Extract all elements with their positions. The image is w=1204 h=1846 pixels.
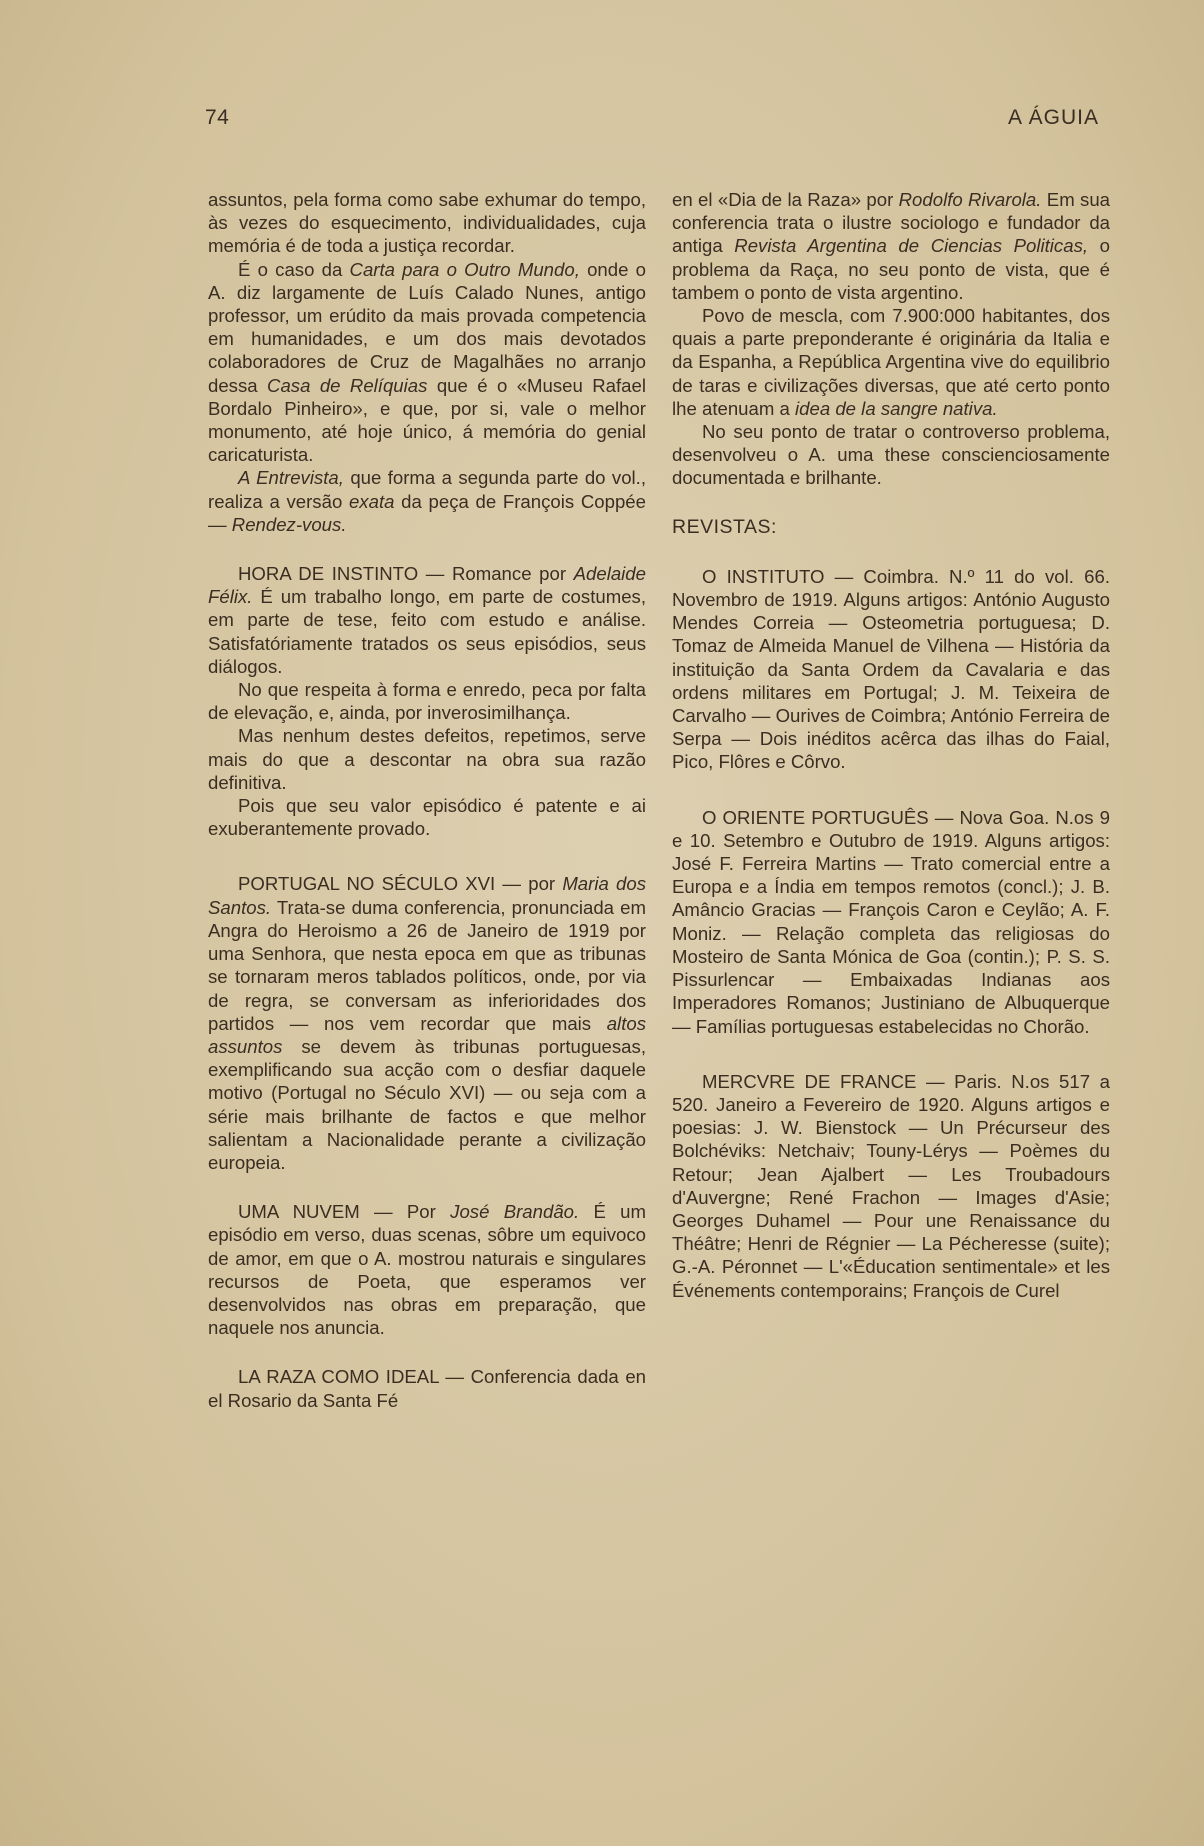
paragraph <box>672 304 1110 420</box>
italic-text: Rodolfo Rivarola. <box>898 189 1042 210</box>
text-run: Em sua conferencia trata o ilustre sociologo e fundador da antiga <box>672 189 1111 257</box>
italic-text: Rendez-vous. <box>231 513 347 535</box>
italic-text: José Brandão. <box>450 1201 580 1223</box>
text-run: o problema da Raça, no seu ponto de vista, que é tambem o ponto de vista argentino. <box>672 235 1111 303</box>
text-run: da peça de François Coppée — <box>208 490 646 535</box>
paragraph <box>208 188 646 258</box>
text-run: LA RAZA COMO IDEAL — Conferencia dada en el Rosario da Santa Fé <box>208 1366 646 1411</box>
section-heading <box>672 516 1110 539</box>
italic-text: Revista Argentina de Ciencias Politicas, <box>734 235 1089 257</box>
right-column <box>672 188 1110 1302</box>
italic-text: altos assuntos <box>208 1012 646 1057</box>
running-head: A ÁGUIA <box>1007 106 1099 129</box>
paragraph <box>208 466 646 536</box>
paragraph <box>672 1070 1110 1302</box>
italic-text: idea de la sangre nativa. <box>795 397 998 419</box>
paragraph <box>208 678 646 724</box>
paragraph <box>208 1200 646 1339</box>
paragraph <box>672 565 1110 774</box>
text-run: UMA NUVEM — Por <box>238 1201 451 1223</box>
text-run: PORTUGAL NO SÉCULO XVI — por <box>238 873 563 895</box>
text-run: onde o A. diz largamente de Luís Calado Nunes, antigo professor, um erúdito da mais provada competencia em humanidades, e um dos mais devotados colaboradores de Cruz de Magalhães no arranjo dessa <box>208 258 646 396</box>
text-run: É um episódio em verso, duas scenas, sôbre um equivoco de amor, em que o A. mostrou naturais e singulares recursos de Poeta, que esperamos ver desenvolvidos nas obras em preparação, que naquele nos anuncia. <box>208 1201 646 1339</box>
text-run: Trata-se duma conferencia, pronunciada em Angra do Heroismo a 26 de Janeiro de 1919 por uma Senhora, que nesta epoca em que as tribunas se tornaram meros tablados políticos, onde, por via de regra, se conversam as inferioridades dos partidos — nos vem recordar que mais <box>208 896 646 1034</box>
text-run: HORA DE INSTINTO — Romance por <box>238 563 574 585</box>
italic-text: Carta para o Outro Mundo, <box>349 258 580 280</box>
text-run: Mas nenhum destes defeitos, repetimos, serve mais do que a descontar na obra sua razão definitiva. <box>208 725 646 793</box>
text-run: É o caso da <box>238 258 350 280</box>
paragraph <box>672 188 1110 304</box>
text-run: assuntos, pela forma como sabe exhumar do tempo, às vezes do esquecimento, individualidades, cuja memória é de toda a justiça recordar. <box>208 189 646 257</box>
paragraph <box>208 794 646 840</box>
left-column <box>208 188 646 1412</box>
italic-text: A Entrevista, <box>238 467 344 489</box>
italic-text: Maria dos Santos. <box>208 873 646 918</box>
text-run: É um trabalho longo, em parte de costumes, em parte de tese, feito com estudo e análise. Satisfatóriamente tratados os seus episódios, seus diálogos. <box>208 586 646 677</box>
italic-text: Adelaide Félix. <box>208 563 646 608</box>
text-run: No seu ponto de tratar o controverso problema, desenvolveu o A. uma these conscienciosamente documentada e brilhante. <box>672 421 1110 489</box>
paragraph <box>672 420 1110 490</box>
italic-text: exata <box>348 490 395 512</box>
italic-text: Casa de Relíquias <box>267 374 428 396</box>
text-run: No que respeita à forma e enredo, peca por falta de elevação, e, ainda, por inverosimilhança. <box>208 679 646 724</box>
text-run: REVISTAS: <box>672 515 777 538</box>
paragraph <box>208 872 646 1174</box>
text-run: se devem às tribunas portuguesas, exemplificando sua acção com o desfiar daquele motivo (Portugal no Século XVI) — ou seja com a série mais brilhante de factos e que melhor salientam a Nacionalidade perante a civilização europeia. <box>208 1035 646 1173</box>
text-run: O INSTITUTO — Coimbra. N.º 11 do vol. 66. Novembro de 1919. Alguns artigos: António Augusto Mendes Correia — Osteometria portuguesa; D. Tomaz de Almeida Manuel de Vilhena — História da instituição da Santa Ordem da Cavalaria e das ordens militares em Portugal; J. M. Teixeira de Carvalho — Ourives de Coimbra; António Ferreira de Serpa — Dois inéditos acêrca das ilhas do Faial, Pico, Flôres e Côrvo. <box>672 565 1110 773</box>
text-run: Povo de mescla, com 7.900:000 habitantes, dos quais a parte preponderante é originária da Italia e da Espanha, a República Argentina vive do equilibrio de taras e civilizações diversas, que até certo ponto lhe atenuam a <box>672 305 1110 419</box>
paragraph <box>208 562 646 678</box>
paragraph <box>208 724 646 794</box>
text-run: Pois que seu valor episódico é patente e ai exuberantemente provado. <box>208 795 646 840</box>
text-run: MERCVRE DE FRANCE — Paris. N.os 517 a 520. Janeiro a Fevereiro de 1920. Alguns artigos e poesias: J. W. Bienstock — Un Précurseur des Bolchéviks: Netchaiv; Touny-Lérys — Poèmes du Retour; Jean Ajalbert — Les Troubadours d'Auvergne; René Frachon — Images d'Asie; Georges Duhamel — Pour une Renaissance du Théâtre; Henri de Régnier — La Pécheresse (suite); G.-A. Péronnet — L'«Éducation sentimentale» et les Événements contemporains; François de Curel <box>672 1070 1110 1301</box>
paragraph <box>208 1365 646 1411</box>
text-run: O ORIENTE PORTUGUÊS — Nova Goa. N.os 9 e 10. Setembro e Outubro de 1919. Alguns artigos: José F. Ferreira Martins — Trato comercial entre a Europa e a Índia em tempos remotos (concl.); J. B. Amâncio Gracias — François Caron e Ceylão; A. F. Moniz. — Relação completa das religiosas do Mosteiro de Santa Mónica de Goa (contin.); P. S. S. Pissurlencar — Embaixadas Indianas aos Imperadores Romanos; Justiniano de Albuquerque — Famílias portuguesas estabelecidas no Chorão. <box>672 806 1110 1037</box>
text-run: que é o «Museu Rafael Bordalo Pinheiro», e que, por si, vale o melhor monumento, até hoje único, á memória do genial caricaturista. <box>208 374 646 466</box>
paragraph <box>672 806 1110 1038</box>
paragraph <box>208 258 646 467</box>
text-run: que forma a segunda parte do vol., realiza a versão <box>208 467 647 512</box>
page-number: 74 <box>205 106 230 129</box>
text-run: en el «Dia de la Raza» por <box>672 189 899 210</box>
